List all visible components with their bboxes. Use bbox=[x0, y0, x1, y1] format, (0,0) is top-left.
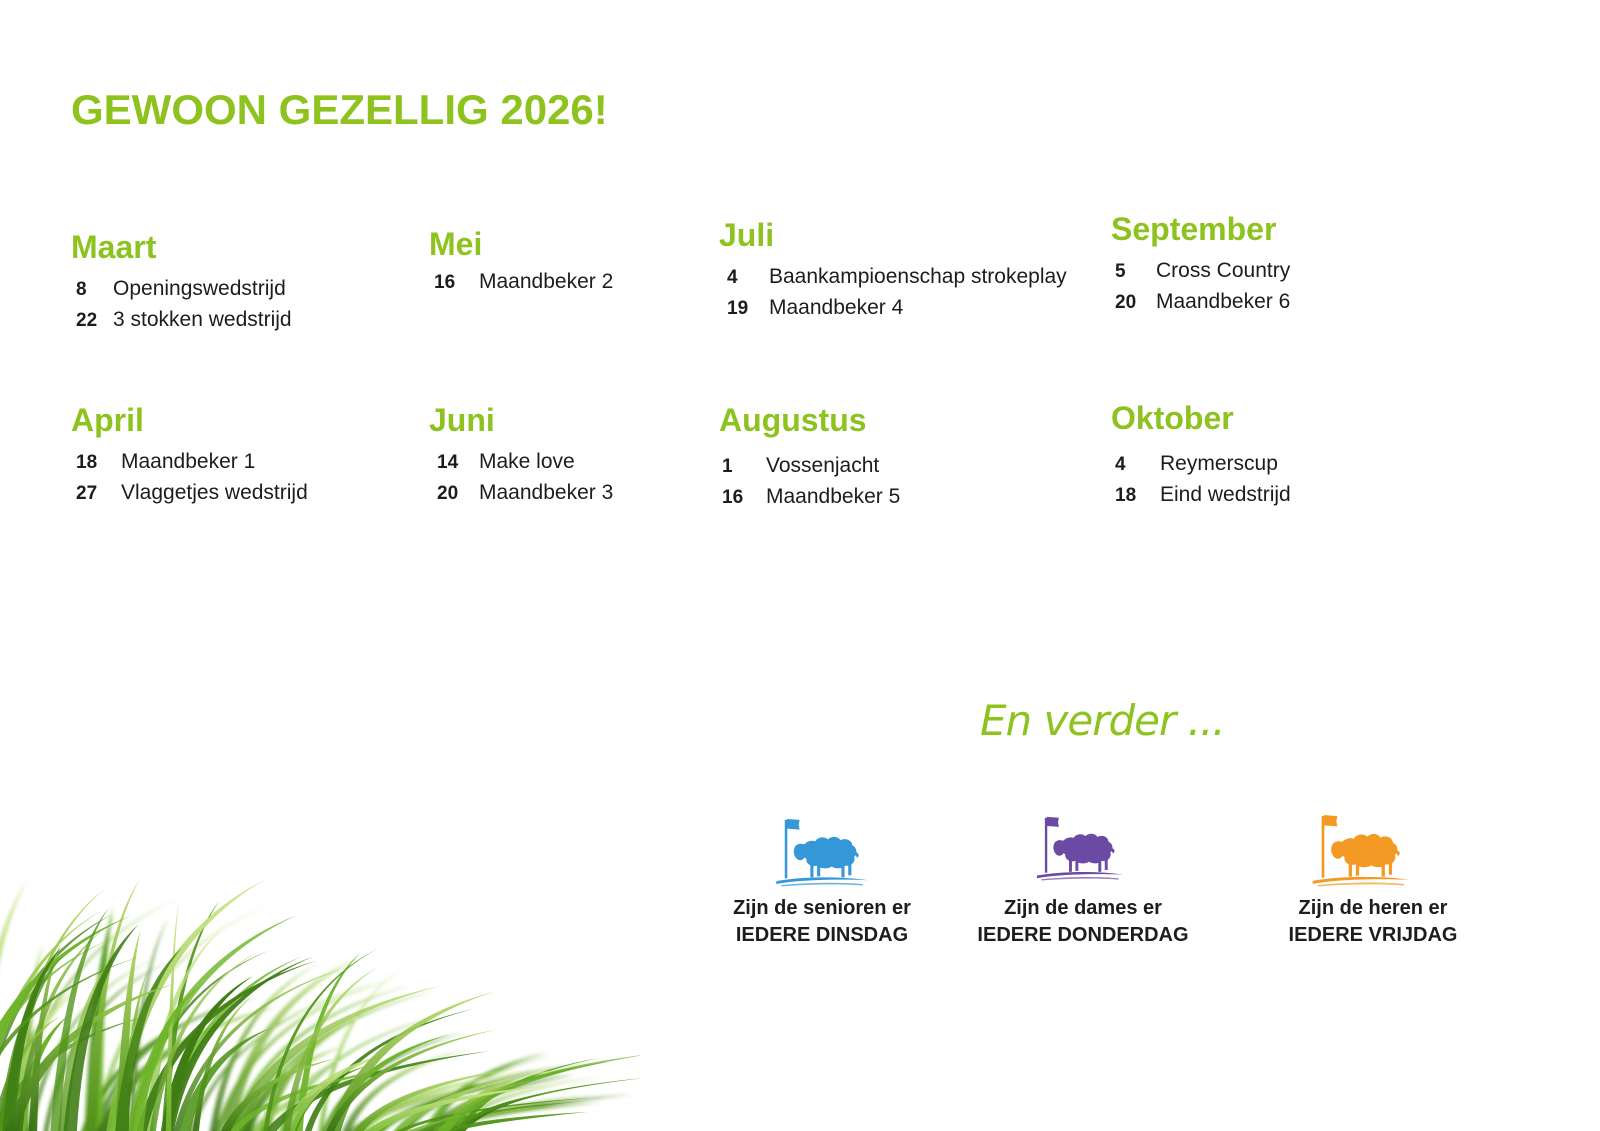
sheep-flag-icon bbox=[1233, 813, 1513, 887]
event-label: Maandbeker 3 bbox=[479, 481, 614, 504]
month-september bbox=[1111, 213, 1290, 317]
event-day: 1 bbox=[722, 456, 733, 477]
event-label: Maandbeker 1 bbox=[121, 450, 256, 473]
event-row bbox=[1111, 286, 1290, 317]
month-name: Mei bbox=[429, 226, 483, 262]
event-day: 22 bbox=[76, 310, 98, 331]
month-name: Juli bbox=[719, 217, 775, 253]
sheep-flag-icon bbox=[1309, 813, 1413, 887]
event-label: Maandbeker 5 bbox=[766, 485, 901, 508]
event-row bbox=[1111, 448, 1291, 479]
group-caption bbox=[682, 895, 962, 949]
event-row bbox=[71, 477, 308, 508]
sheep-flag-icon bbox=[1033, 815, 1127, 881]
caption-line2: IEDERE VRIJDAG bbox=[1288, 924, 1458, 946]
event-label: Vossenjacht bbox=[766, 454, 880, 477]
event-label: Openingswedstrijd bbox=[113, 277, 286, 300]
event-row bbox=[429, 266, 613, 297]
more-heading: En verder ... bbox=[980, 696, 1225, 745]
caption-line1: Zijn de dames er bbox=[1004, 897, 1162, 919]
event-row bbox=[719, 261, 1067, 292]
caption-line2: IEDERE DINSDAG bbox=[735, 924, 909, 946]
page-title: GEWOON GEZELLIG 2026! bbox=[71, 86, 608, 133]
month-oktober bbox=[1111, 402, 1291, 510]
month-name: Oktober bbox=[1111, 400, 1234, 436]
event-day: 8 bbox=[76, 279, 87, 300]
group-seniors bbox=[682, 813, 962, 949]
group-caption bbox=[943, 895, 1223, 949]
event-row bbox=[719, 450, 900, 481]
event-day: 16 bbox=[722, 487, 744, 508]
month-augustus bbox=[719, 404, 900, 512]
caption-line1: Zijn de heren er bbox=[1298, 897, 1448, 919]
event-day: 20 bbox=[437, 483, 459, 504]
event-row bbox=[719, 292, 1067, 323]
month-name: September bbox=[1111, 211, 1277, 247]
event-day: 5 bbox=[1115, 261, 1126, 282]
event-row bbox=[1111, 479, 1291, 510]
month-name: Juni bbox=[429, 402, 495, 438]
event-day: 18 bbox=[76, 452, 98, 473]
month-juli bbox=[719, 219, 1067, 323]
event-label: Maandbeker 6 bbox=[1156, 290, 1291, 313]
event-day: 4 bbox=[1115, 454, 1126, 475]
caption-line1: Zijn de senioren er bbox=[733, 897, 911, 919]
sheep-flag-icon bbox=[682, 813, 962, 887]
event-label: 3 stokken wedstrijd bbox=[113, 308, 292, 331]
event-day: 14 bbox=[437, 452, 459, 473]
grass-icon bbox=[0, 851, 640, 1131]
sheep-flag-icon bbox=[773, 817, 871, 887]
sheep-flag-icon bbox=[943, 813, 1223, 887]
month-april bbox=[71, 404, 308, 508]
event-row bbox=[71, 304, 292, 335]
group-caption bbox=[1233, 895, 1513, 949]
event-day: 27 bbox=[76, 483, 98, 504]
event-row bbox=[429, 446, 613, 477]
group-ladies bbox=[943, 813, 1223, 949]
event-label: Baankampioenschap strokeplay bbox=[769, 265, 1067, 288]
month-name: Maart bbox=[71, 229, 157, 265]
month-juni bbox=[429, 404, 613, 508]
event-label: Maandbeker 2 bbox=[479, 270, 614, 293]
event-label: Cross Country bbox=[1156, 259, 1291, 282]
event-label: Vlaggetjes wedstrijd bbox=[121, 481, 308, 504]
event-day: 19 bbox=[727, 298, 749, 319]
caption-line2: IEDERE DONDERDAG bbox=[977, 924, 1189, 946]
group-men bbox=[1233, 813, 1513, 949]
event-row bbox=[71, 273, 292, 304]
event-label: Maandbeker 4 bbox=[769, 296, 904, 319]
event-label: Eind wedstrijd bbox=[1160, 483, 1291, 506]
month-mei bbox=[429, 228, 613, 297]
event-label: Make love bbox=[479, 450, 575, 473]
event-row bbox=[71, 446, 308, 477]
event-day: 18 bbox=[1115, 485, 1137, 506]
grass-icon bbox=[0, 851, 640, 1131]
month-name: April bbox=[71, 402, 144, 438]
event-label: Reymerscup bbox=[1160, 452, 1278, 475]
event-row bbox=[429, 477, 613, 508]
event-row bbox=[1111, 255, 1290, 286]
event-day: 4 bbox=[727, 267, 738, 288]
event-day: 16 bbox=[434, 272, 456, 293]
event-row bbox=[719, 481, 900, 512]
month-maart bbox=[71, 231, 292, 335]
event-day: 20 bbox=[1115, 292, 1137, 313]
month-name: Augustus bbox=[719, 402, 867, 438]
